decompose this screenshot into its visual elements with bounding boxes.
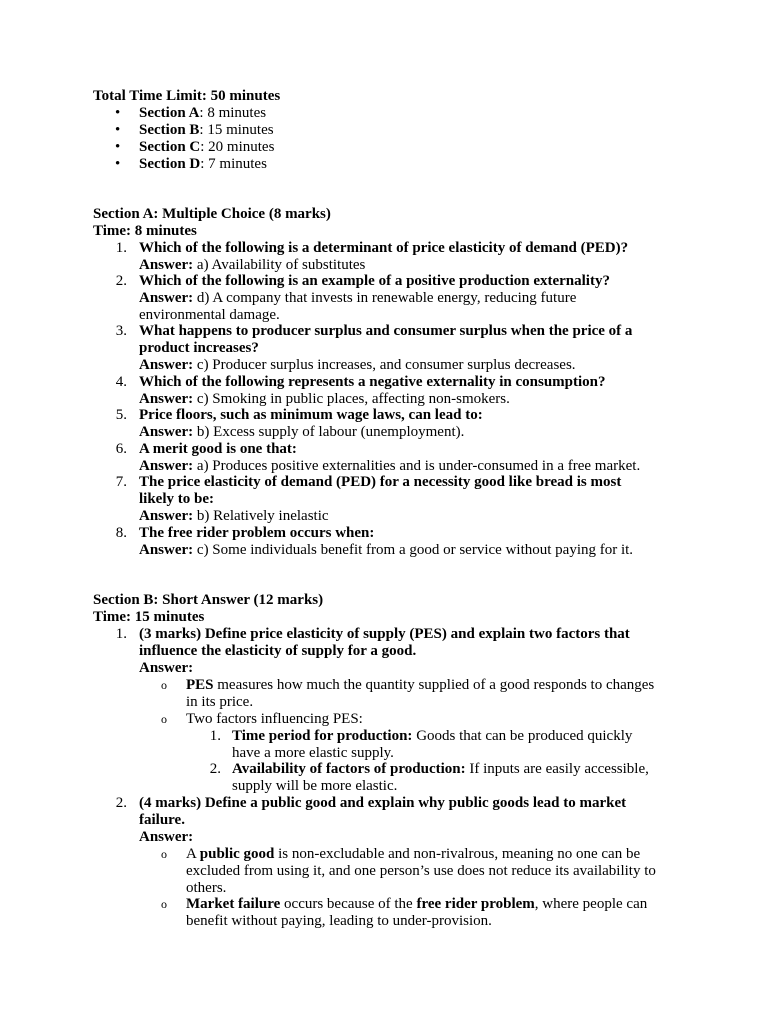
factor-number: 1. bbox=[209, 728, 221, 744]
question-number: 6. bbox=[115, 441, 127, 457]
list-item: • bbox=[115, 139, 121, 155]
list-item: Availability of factors of production: If inputs are easily accessible, supply will be more elastic. bbox=[232, 761, 649, 794]
question-number: 8. bbox=[115, 525, 127, 541]
list-item: • bbox=[115, 122, 121, 138]
list-item: • bbox=[115, 105, 121, 121]
question: What happens to producer surplus and consumer surplus when the price of a product increases? Answer: c) Producer surplus increases, and consumer surplus decreases. bbox=[139, 323, 633, 373]
question: Which of the following is a determinant of price elasticity of demand (PED)? Answer: a) Availability of substitutes bbox=[139, 240, 629, 273]
list-item: Market failure occurs because of the free rider problem, where people can benefit without paying, leading to under-provision. bbox=[186, 896, 648, 929]
sub-bullet-icon: o bbox=[161, 847, 167, 861]
list-item: Time period for production: Goods that can be produced quickly have a more elastic supply. bbox=[232, 728, 633, 761]
question-number: 4. bbox=[115, 374, 127, 390]
question: The price elasticity of demand (PED) for a necessity good like bread is most likely to be: Answer: b) Relatively inelastic bbox=[139, 474, 622, 524]
sub-bullet-icon: o bbox=[161, 712, 167, 726]
question: The free rider problem occurs when: Answer: c) Some individuals benefit from a good or service without paying for it. bbox=[139, 525, 634, 558]
list-item: A public good is non-excludable and non-rivalrous, meaning no one can be excluded from using it, and one person’s use does not reduce its availability to others. bbox=[186, 846, 656, 896]
question-number: 1. bbox=[115, 626, 127, 642]
question: Which of the following is an example of a positive production externality? Answer: d) A company that invests in renewable energy, reducing future environmental damage. bbox=[139, 273, 610, 323]
question: A merit good is one that: Answer: a) Produces positive externalities and is under-consumed in a free market. bbox=[139, 441, 641, 474]
question-number: 5. bbox=[115, 407, 127, 423]
list-item: Section B: 15 minutes bbox=[139, 122, 274, 138]
question-number: 1. bbox=[115, 240, 127, 256]
question: (3 marks) Define price elasticity of supply (PES) and explain two factors that influence the elasticity of supply for a good. Answer: bbox=[139, 626, 630, 676]
question: Which of the following represents a negative externality in consumption? Answer: c) Smoking in public places, affecting non-smokers. bbox=[139, 374, 606, 407]
section-b-heading: Section B: Short Answer (12 marks) Time: 15 minutes bbox=[93, 592, 324, 625]
list-item: PES measures how much the quantity supplied of a good responds to changes in its price. bbox=[186, 677, 655, 710]
list-item: Section C: 20 minutes bbox=[139, 139, 275, 155]
question-number: 2. bbox=[115, 795, 127, 811]
list-item: Two factors influencing PES: bbox=[186, 711, 363, 727]
list-item: Section D: 7 minutes bbox=[139, 156, 267, 172]
sub-bullet-icon: o bbox=[161, 678, 167, 692]
question-number: 3. bbox=[115, 323, 127, 339]
sub-bullet-icon: o bbox=[161, 897, 167, 911]
factor-number: 2. bbox=[209, 761, 221, 777]
question: (4 marks) Define a public good and explain why public goods lead to market failure. Answer: bbox=[139, 795, 627, 845]
question: Price floors, such as minimum wage laws, can lead to: Answer: b) Excess supply of labour (unemployment). bbox=[139, 407, 483, 440]
list-item: Section A: 8 minutes bbox=[139, 105, 267, 121]
time-limit-title: Total Time Limit: 50 minutes bbox=[93, 88, 281, 104]
list-item: • bbox=[115, 156, 121, 172]
time-limit-block bbox=[93, 88, 673, 105]
question-number: 2. bbox=[115, 273, 127, 289]
section-a-heading: Section A: Multiple Choice (8 marks) Time: 8 minutes bbox=[93, 206, 331, 239]
question-number: 7. bbox=[115, 474, 127, 490]
